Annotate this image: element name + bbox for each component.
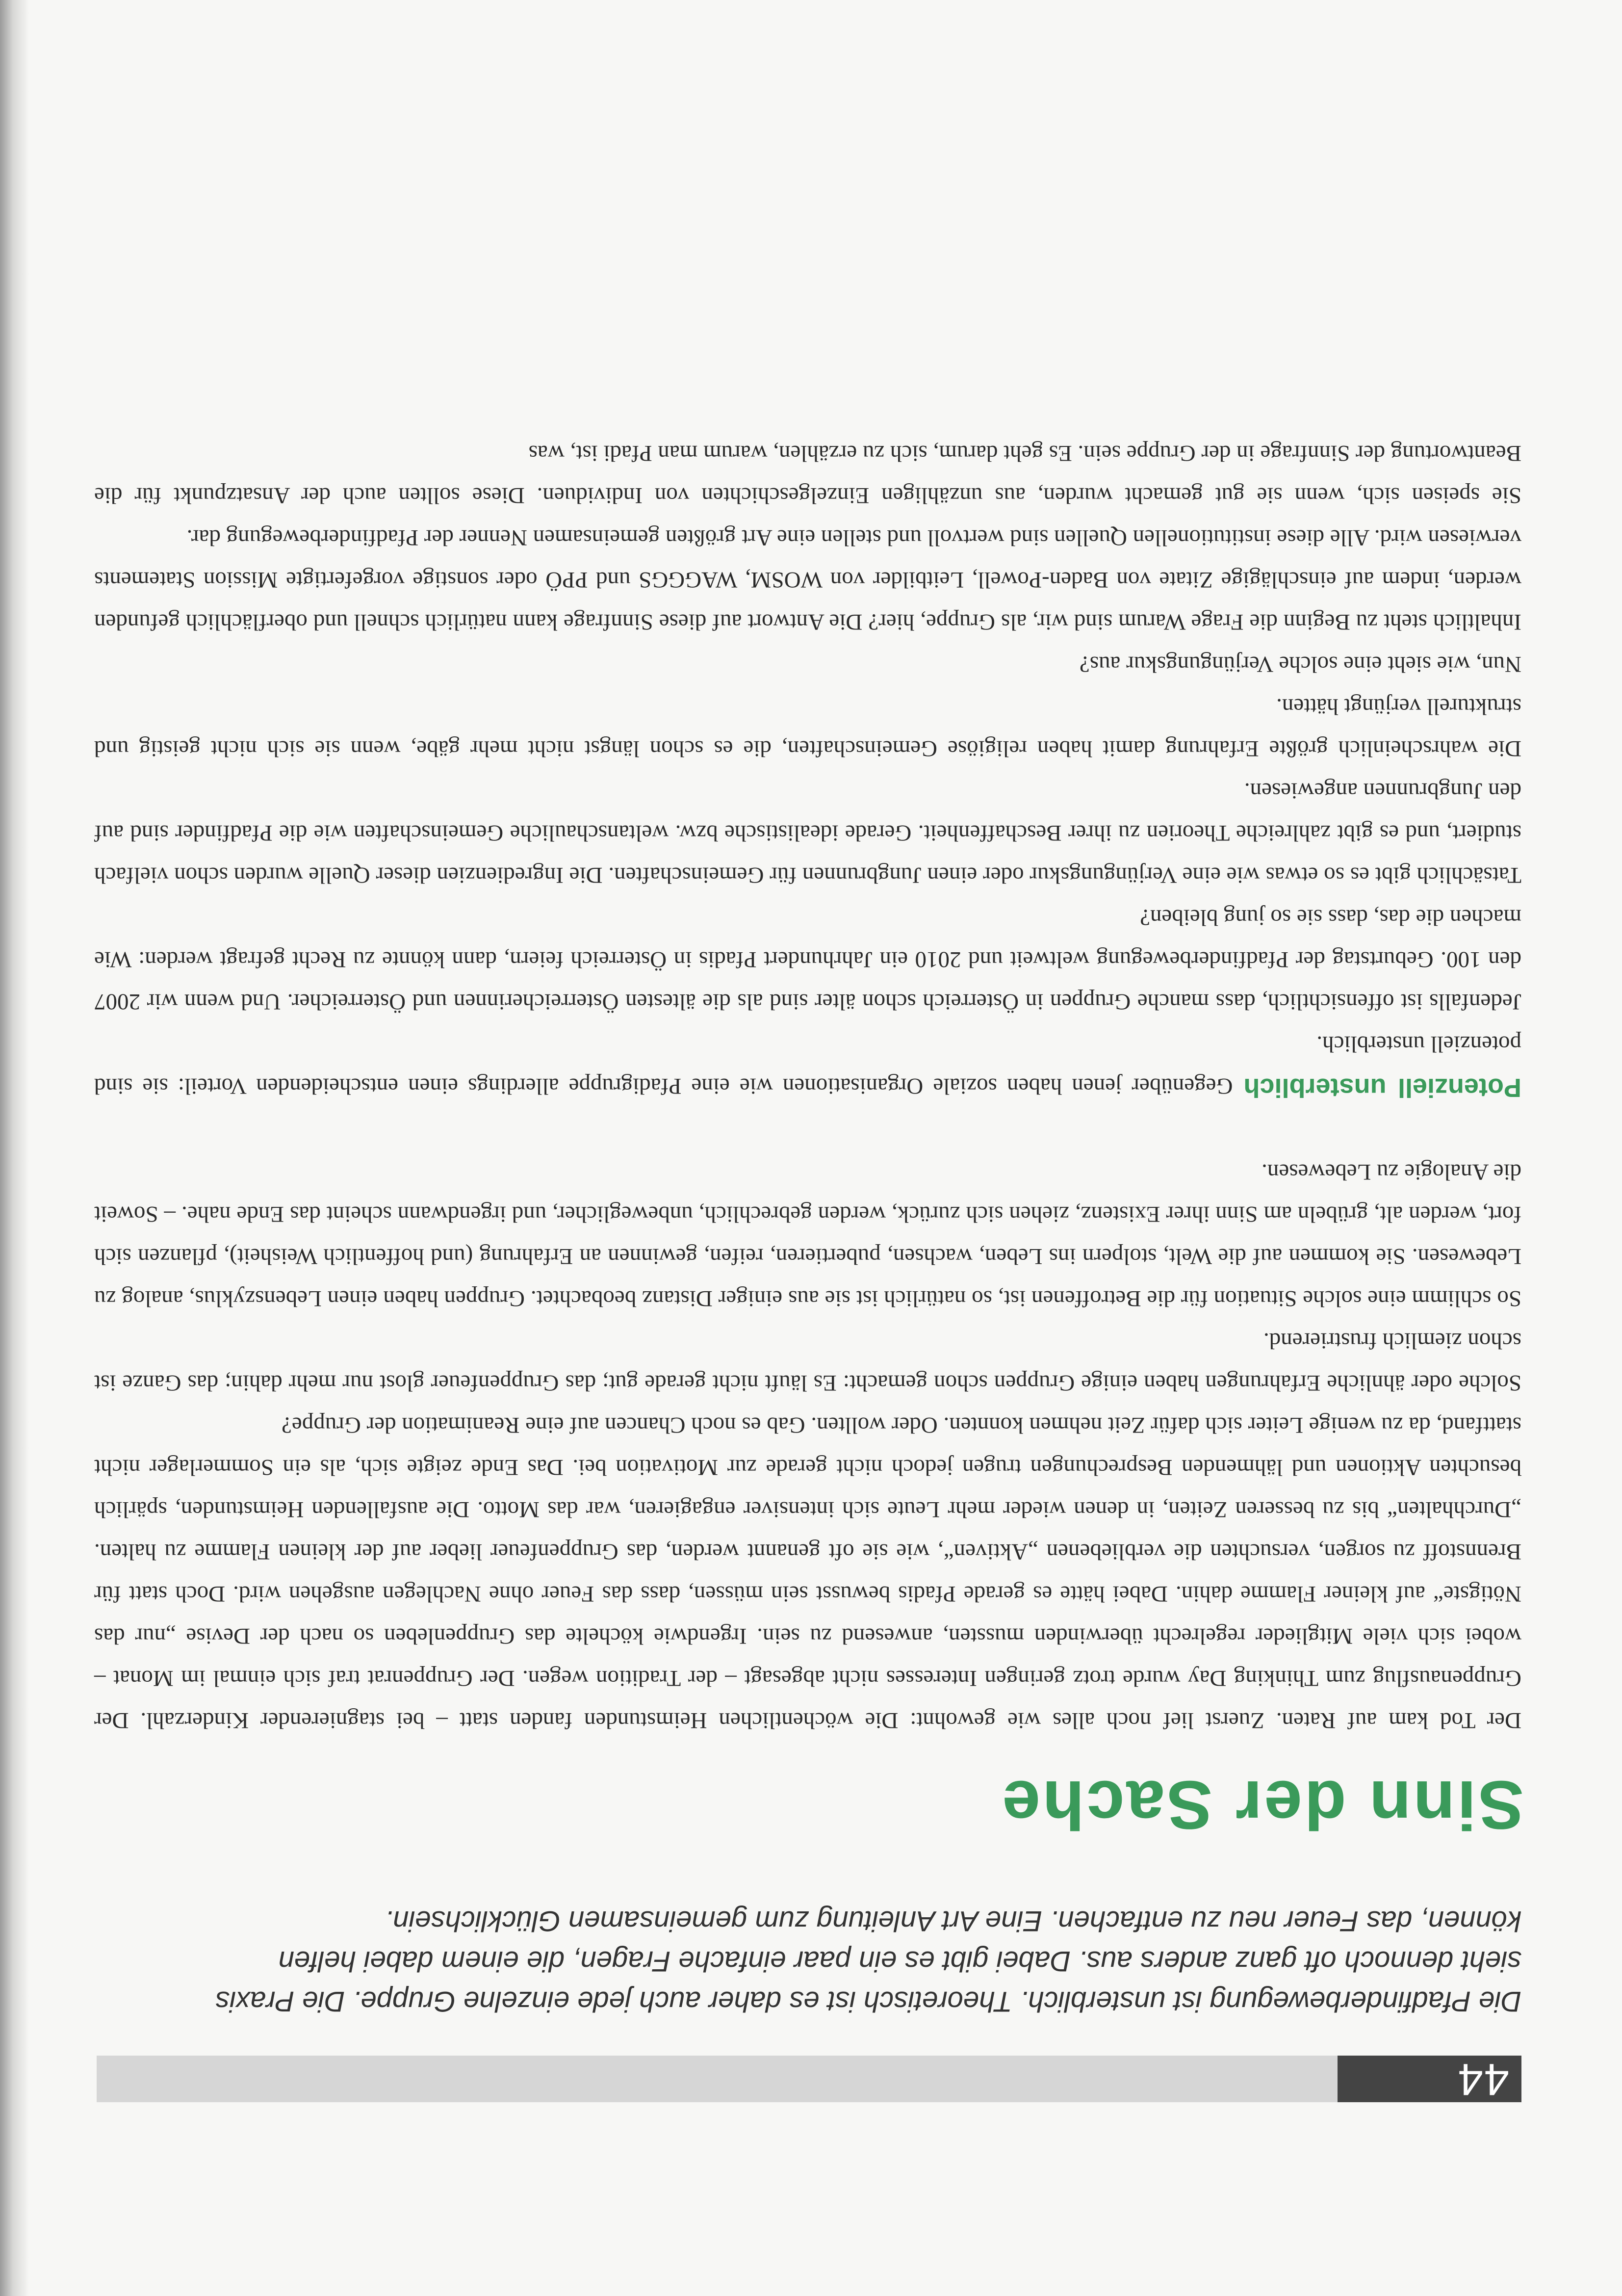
paragraph: Inhaltlich steht zu Beginn die Frage Warum sind wir, als Gruppe, hier? Die Antwort auf diese Sinnfrage kann natürlich schnell und oberflächlich gefunden werden, indem auf einschlägige Zitate von Baden-Powell, Leitbilder von WOSM, WAGGGS und PPÖ oder sonstige vorgefertigte Mission Statements verwiesen wird. Alle diese institutionellen Quellen sind wertvoll und stellen eine Art größten gemeinsamen Nenner der Pfadfinderbewegung dar. [94, 525, 1521, 635]
section-heading: Potenziell unsterblich [1243, 1073, 1521, 1102]
article-body [94, 432, 1521, 1742]
paragraph: Der Tod kam auf Raten. Zuerst lief noch alles wie gewohnt: Die wöchentlichen Heimstunden fanden statt – bei stagnierender Kinderzahl. Der Gruppenausflug zum Thinking Day wurde trotz geringen Interesses nicht abgesagt – der Tradition wegen. Der Gruppenrat traf sich einmal im Monat – wobei sich viele Mitglieder regelrecht überwinden mussten, anwesend zu sein. Irgendwie köchelte das Gruppenleben so nach der Devise „nur das Nötigste“ auf kleiner Flamme dahin. Dabei hätte es gerade Pfadis bewusst sein müssen, dass das Feuer ohne Nachlegen ausgehen wird. Doch statt für Brennstoff zu sorgen, versuchten die verbliebenen „Aktiven“, wie sie oft genannt werden, das Gruppenfeuer lieber auf der kleinen Flamme zu halten. „Durchhalten“ bis zu besseren Zeiten, in denen wieder mehr Leute sich intensiver engagieren, war das Motto. Die ausfallenden Heimstunden, spärlich besuchten Aktionen und lähmenden Besprechungen trugen jedoch nicht gerade zur Motivation bei. Das Ende zeigte sich, als ein Sommerlager nicht stattfand, da zu wenige Leiter sich dafür Zeit nehmen konnten. Oder wollten. Gab es noch Chancen auf eine Reanimation der Gruppe? [94, 1412, 1521, 1733]
header-bar [97, 2056, 1521, 2102]
page-number: 44 [1338, 2056, 1521, 2102]
paragraph: Solche oder ähnliche Erfahrungen haben einige Gruppen schon gemacht: Es läuft nicht gerade gut; das Gruppenfeuer glost nur mehr dahin; das Ganze ist schon ziemlich frustrierend. [94, 1328, 1521, 1396]
paragraph: Jedenfalls ist offensichtlich, dass manche Gruppen in Österreich schon älter sind als die ältesten Österreicherinnen und Österreicher. Und wenn wir 2007 den 100. Geburtstag der Pfadfinderbewegung weltweit und 2010 ein Jahrhundert Pfadis in Österreich feiern, dann könnte zu Recht gefragt werden: Wie machen die das, dass sie so jung bleiben? [94, 905, 1521, 1015]
paragraph: So schlimm eine solche Situation für die Betroffenen ist, so natürlich ist sie aus einiger Distanz beobachtet. Gruppen haben einen Lebenszyklus, analog zu Lebewesen. Sie kommen auf die Welt, stolpern ins Leben, wachsen, pubertieren, reifen, gewinnen an Erfahrung (und hoffentlich Weisheit), pflanzen sich fort, werden alt, grübeln am Sinn ihrer Existenz, ziehen sich zurück, werden gebrechlich, unbeweglicher, und irgendwann scheint das Ende nahe. – Soweit die Analogie zu Lebewesen. [94, 1159, 1521, 1311]
binding-shadow [0, 0, 29, 2296]
section-paragraph [94, 1023, 1521, 1109]
intro-text: Die Pfadfinderbewegung ist unsterblich. Theoretisch ist es daher auch jede einzelne Gruppe. Die Praxis sieht dennoch oft ganz anders aus. Dabei gibt es ein paar einfache Fragen, die einem dabei helfen können, das Feuer neu zu entfachen. Eine Art Anleitung zum gemeinsamen Glücklichsein. [215, 1905, 1521, 2017]
paragraph: Tatsächlich gibt es so etwas wie eine Verjüngungskur oder einen Jungbrunnen für Gemeinschaften. Die Ingredienzien dieser Quelle wurden schon vielfach studiert, und es gibt zahlreiche Theorien zu ihrer Beschaffenheit. Gerade idealistische bzw. weltanschauliche Gemeinschaften wie die Pfadfinder sind auf den Jungbrunnen angewiesen. [94, 778, 1521, 888]
paragraph: Sie speisen sich, wenn sie gut gemacht wurden, aus unzähligen Einzelgeschichten von Individuen. Diese sollten auch der Ansatzpunkt für die Beantwortung der Sinnfrage in der Gruppe sein. Es geht darum, sich zu erzählen, warum man Pfadi ist, was [94, 441, 1521, 508]
section-lead-text: Gegenüber jenen haben soziale Organisationen wie eine Pfadigruppe allerdings einen entscheidenden Vorteil: sie sind potenziell unsterblich. [94, 1031, 1521, 1099]
paragraph: Nun, wie sieht eine solche Verjüngungskur aus? [1079, 652, 1521, 677]
article-title: Sinn der Sache [1000, 1767, 1524, 1844]
paragraph: Die wahrscheinlich größte Erfahrung damit haben religiöse Gemeinschaften, die es schon längst nicht mehr gäbe, wenn sie sich nicht geistig und strukturell verjüngt hätten. [94, 694, 1521, 761]
